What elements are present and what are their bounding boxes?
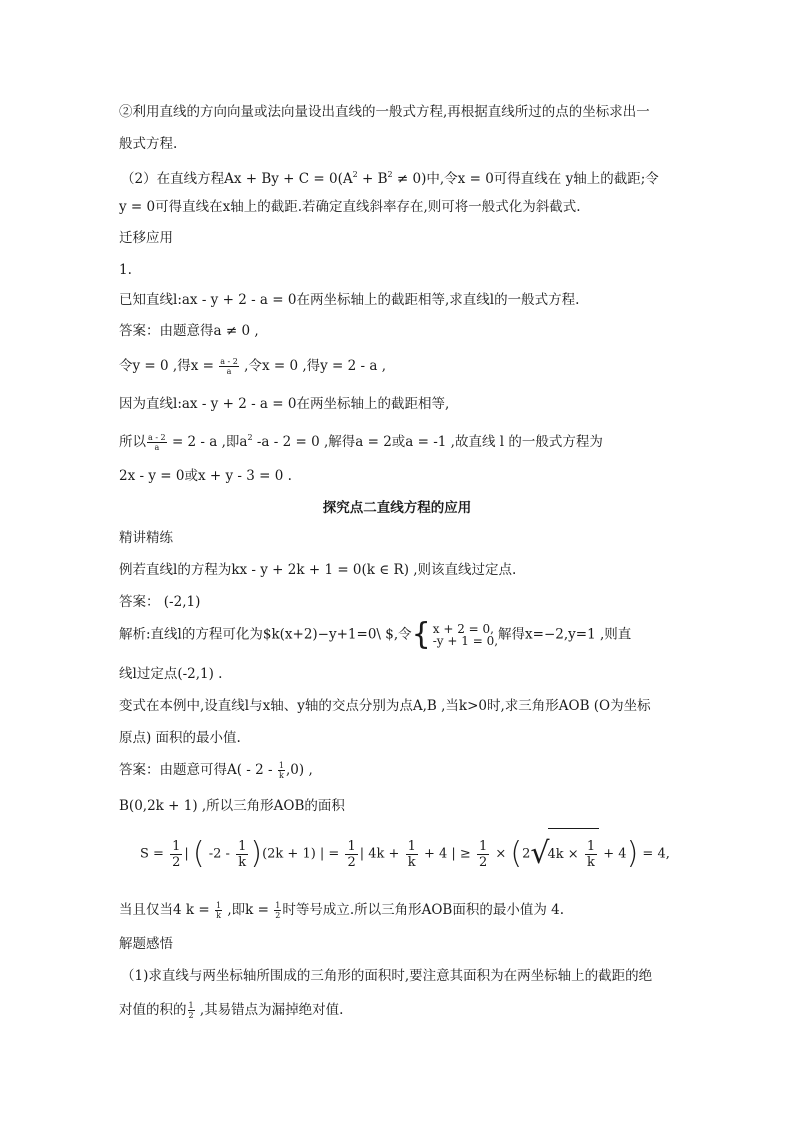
text-line: y = 0可得直线在x轴上的截距.若确定直线斜率存在,则可将一般式化为斜截式. bbox=[119, 199, 581, 215]
answer-line: 所以 $\frac{a - 2}{a}$ = 2 - a ,即$a^2$ -a - 2 = 0 ,解得a = 2或a = -1 ,故直线 l 的一般式方程为 bbox=[119, 433, 603, 452]
answer-line: 令y = 0 ,得x = $\frac{a - 2}{a}$ ,令x = 0 ,得y = 2 - a , bbox=[119, 357, 387, 376]
example-statement: 例若直线l的方程为kx - y + 2k + 1 = 0(k ∈ R) ,则该直线过定点. bbox=[119, 562, 517, 578]
solution-line: 解析:直线l的方程可化为$k(x+2)−y+1=0\ $,令{ x + 2 = 0, -y + 1 = 0, 解得x=−2,y=1 ,则直 bbox=[119, 617, 632, 652]
answer-line: 当且仅当4 k = $\frac{1}{k}$ ,即k = $\frac{1}{2}$ 时等号成立.所以三角形AOB面积的最小值为 4. bbox=[119, 901, 565, 920]
answer-line: B(0,2k + 1) ,所以三角形AOB的面积 bbox=[119, 798, 345, 814]
variant-statement: 原点) 面积的最小值. bbox=[119, 730, 241, 746]
left-brace: { bbox=[411, 617, 431, 652]
section-heading: 探究点二直线方程的应用 bbox=[322, 500, 472, 516]
solution-line: 线l过定点(-2,1) . bbox=[119, 666, 223, 682]
section-label: 解题感悟 bbox=[119, 936, 173, 952]
answer-line: 答案：由题意可得A( - 2 - $\frac{1}{k}$ ,0) , bbox=[119, 761, 313, 780]
section-label: 迁移应用 bbox=[119, 230, 173, 246]
area-equation: S = $\frac{1}{2}$ | ( -2 - $\frac{1}{k}$ )(2k + 1) | = $\frac{1}{2}$ | 4k + $\frac{1}{k}$ + 4 | ≥ $\frac{1}{2}$ × (2√4k × $\frac{1}{k}$ + 4) = 4, bbox=[140, 828, 670, 880]
answer-line: 2x - y = 0或x + y - 3 = 0 . bbox=[119, 468, 292, 484]
variant-statement: 变式在本例中,设直线l与x轴、y轴的交点分别为点A,B ,当k>0时,求三角形AOB (O为坐标 bbox=[119, 698, 651, 714]
fraction: $\frac{1}{k}$ bbox=[278, 761, 284, 780]
item-number: 1. bbox=[119, 262, 132, 278]
answer-line: 答案：由题意得a ≠ 0 , bbox=[119, 323, 259, 339]
problem-statement: 已知直线l:ax - y + 2 - a = 0在两坐标轴上的截距相等,求直线l的一般式方程. bbox=[119, 292, 580, 308]
text-line: （2）在直线方程$Ax + By + C = 0(A^2 + B^2 \ne 0)$中,令x = 0可得直线在 y轴上的截距;令 bbox=[121, 170, 659, 187]
text-line: 般式方程. bbox=[119, 136, 178, 152]
answer-line: 答案： (-2,1) bbox=[119, 594, 201, 610]
text-line: 对值的积的 $\frac{1}{2}$ ,其易错点为漏掉绝对值. bbox=[119, 1001, 344, 1020]
text-line: （1)求直线与两坐标轴所围成的三角形的面积时,要注意其面积为在两坐标轴上的截距的绝 bbox=[121, 968, 653, 984]
fraction: $\frac{a - 2}{a}$ bbox=[148, 433, 166, 452]
fraction: $\frac{a - 2}{a}$ bbox=[220, 357, 238, 376]
answer-line: 因为直线l:ax - y + 2 - a = 0在两坐标轴上的截距相等, bbox=[119, 396, 450, 412]
section-label: 精讲精练 bbox=[119, 530, 173, 546]
equation-system: x + 2 = 0, -y + 1 = 0, bbox=[432, 622, 499, 648]
text-line: ②利用直线的方向向量或法向量设出直线的一般式方程,再根据直线所过的点的坐标求出一 bbox=[119, 104, 650, 120]
square-root: √4k × $\frac{1}{k}$ bbox=[530, 828, 599, 880]
